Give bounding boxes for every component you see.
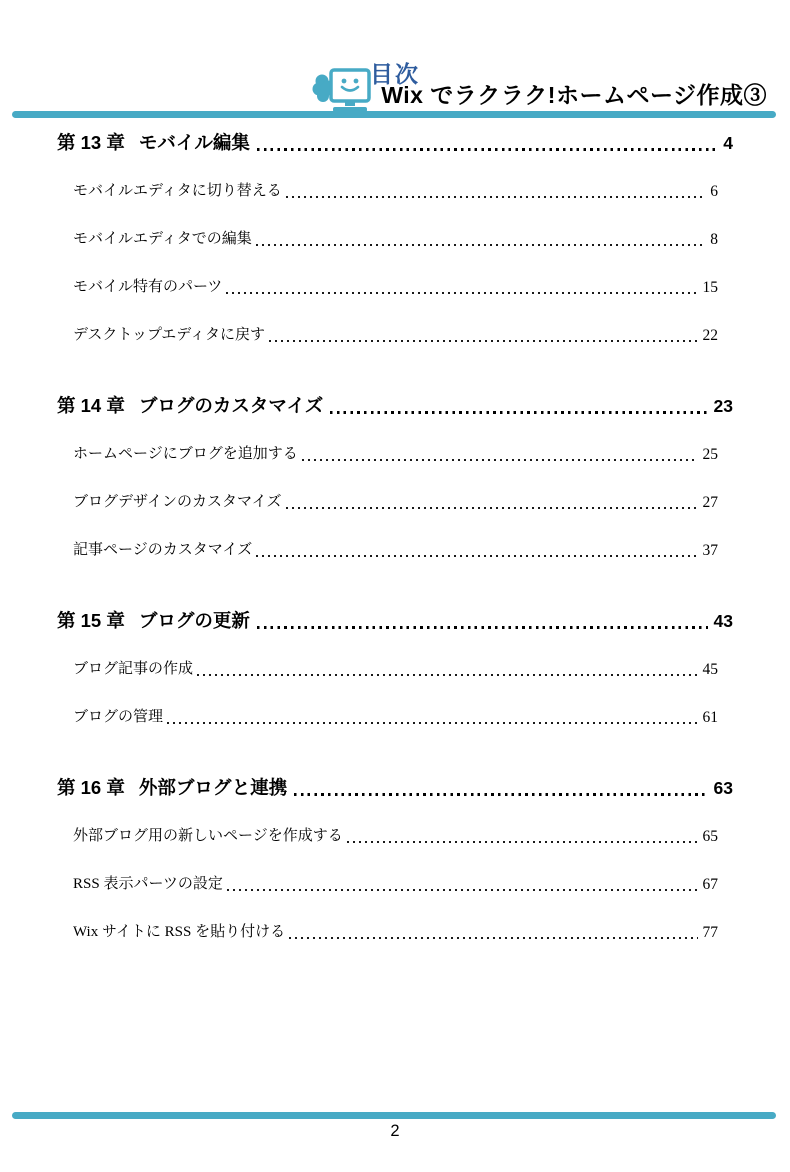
toc-item-page: 25 [702,446,718,463]
toc-item-page: 37 [702,542,718,559]
dot-leader [257,626,708,629]
toc-item-row [73,708,718,727]
toc-item-row [73,827,718,846]
toc-item-row [73,875,718,894]
footer-page-number: 2 [390,1122,400,1140]
toc-chapter-page: 23 [713,396,733,416]
toc-chapter-page: 63 [713,778,733,798]
toc-item-title: ホームページにブログを追加する [73,446,298,462]
toc-item-page: 15 [702,279,718,296]
toc-item-title: Wix サイトに RSS を貼り付ける [73,924,286,940]
toc-item-page: 22 [702,327,718,344]
toc-item-row [73,660,718,679]
toc-item-row [73,493,718,512]
toc-chapter-block [57,395,733,560]
toc-chapter-title: モバイル編集 [138,132,250,153]
header-divider [12,111,776,118]
toc-item-title: モバイルエディタに切り替える [73,183,282,199]
dot-leader [226,292,697,294]
document-title: Wix でラクラク!ホームページ作成③ [381,82,767,108]
toc [0,132,790,942]
toc-title: 目次 [370,61,420,87]
dot-leader [294,793,707,796]
toc-chapter-block [57,132,733,345]
dot-leader [302,459,698,461]
toc-chapter-page: 43 [713,611,733,631]
toc-item-row [73,230,718,249]
dot-leader [227,889,698,891]
toc-chapter-number: 第 15 章 [57,610,125,631]
toc-chapter-block [57,610,733,727]
toc-item-title: モバイルエディタでの編集 [73,231,252,247]
footer-divider [12,1112,776,1119]
smiley-monitor-icon [312,67,376,117]
dot-leader [330,411,707,414]
toc-item-title: モバイル特有のパーツ [73,279,223,295]
toc-chapter-row [57,610,733,632]
toc-item-title: RSS 表示パーツの設定 [73,876,223,892]
toc-chapter-number: 第 13 章 [57,132,125,153]
dot-leader [286,196,705,198]
toc-chapter-page: 4 [723,133,733,153]
document-page [0,60,790,1172]
toc-item-title: ブログデザインのカスタマイズ [73,494,282,510]
toc-chapter-row [57,132,733,154]
toc-chapter-number: 第 16 章 [57,777,125,798]
toc-chapter-title: ブログの更新 [138,610,250,631]
dot-leader [347,841,698,843]
toc-chapter-number: 第 14 章 [57,395,125,416]
toc-item-page: 6 [710,183,718,200]
dot-leader [256,244,705,246]
toc-item-row [73,278,718,297]
toc-item-row [73,326,718,345]
toc-item-page: 65 [702,828,718,845]
dot-leader [167,722,697,724]
toc-chapter-row [57,777,733,799]
toc-chapter-title: 外部ブログと連携 [138,777,288,798]
toc-item-page: 8 [710,231,718,248]
toc-chapter-title: ブログのカスタマイズ [138,395,324,416]
toc-item-title: 外部ブログ用の新しいページを作成する [73,828,343,844]
toc-item-page: 45 [702,661,718,678]
toc-item-title: デスクトップエディタに戻す [73,327,266,343]
dot-leader [289,937,697,939]
toc-item-title: ブログの管理 [73,709,164,725]
toc-item-row [73,445,718,464]
document-header [0,60,790,118]
toc-item-row [73,182,718,201]
dot-leader [256,555,697,557]
toc-chapter-row [57,395,733,417]
toc-item-page: 27 [702,494,718,511]
toc-item-row [73,923,718,942]
dot-leader [197,674,697,676]
toc-item-page: 77 [702,924,718,941]
toc-item-page: 61 [702,709,718,726]
dot-leader [269,340,697,342]
dot-leader [286,507,698,509]
toc-item-page: 67 [702,876,718,893]
toc-chapter-block [57,777,733,942]
toc-item-title: 記事ページのカスタマイズ [73,542,253,558]
dot-leader [257,148,717,151]
toc-item-row [73,541,718,560]
toc-item-title: ブログ記事の作成 [73,661,194,677]
